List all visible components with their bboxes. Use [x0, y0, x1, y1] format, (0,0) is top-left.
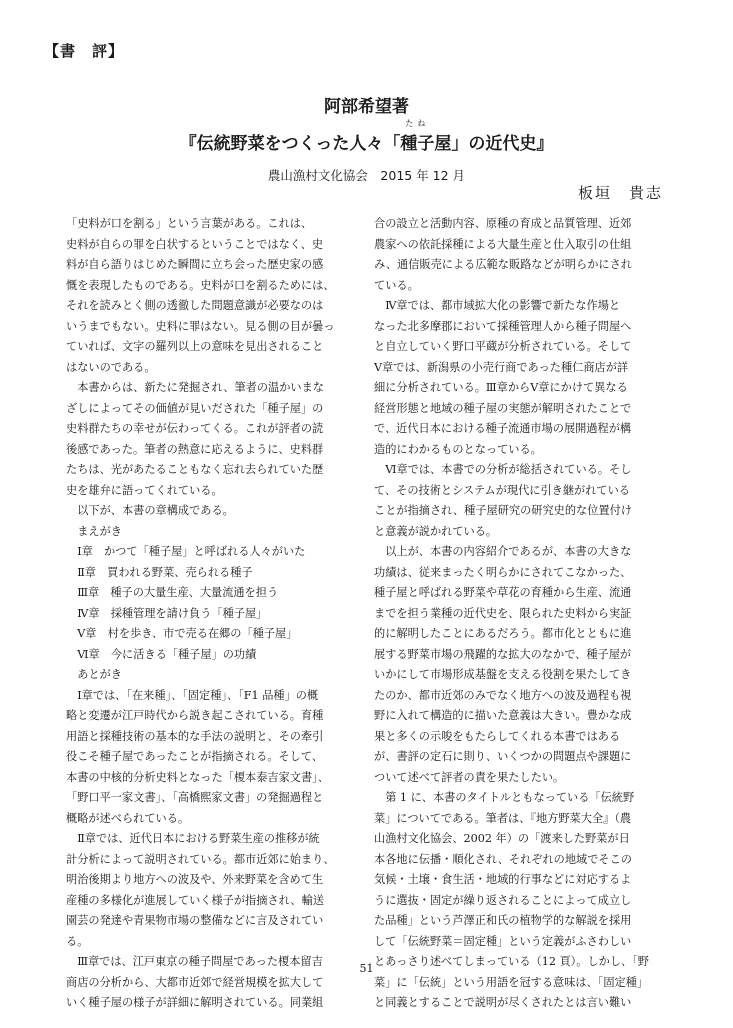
right-column	[374, 214, 664, 1014]
book-title-part-1: 『伝統野菜をつくった人々「	[179, 134, 401, 154]
right-column-line: 合の設立と活動内容、原種の育成と品質管理、近郊	[374, 217, 632, 230]
book-title-ruby-base: 種子	[400, 134, 435, 154]
right-column-line: 功績は、従来まったく明らかにされてこなかった、	[374, 565, 632, 579]
left-column-line: 後感であった。筆者の熱意に応えるように、史料群	[66, 442, 324, 456]
left-column-line: 園芸の発達や青果物市場の整備などに言及されてい	[66, 914, 324, 927]
right-column-line: 細に分析されている。Ⅲ章からⅤ章にかけて異なる	[374, 381, 628, 394]
left-column-line: 概略が述べられている。	[66, 811, 190, 825]
left-column-line: 「野口平一家文書」、「高橋熙家文書」の発掘過程と	[66, 791, 324, 804]
left-column-line: それを読みとく側の透徹した問題意識が必要なのは	[66, 299, 324, 312]
right-column-line: が、書評の定石に則り、いくつかの問題点や課題に	[374, 750, 632, 763]
right-column-line: ついて述べて評者の責を果たしたい。	[374, 770, 565, 784]
right-column-line: で、近代日本における種子流通市場の展開過程が構	[374, 422, 632, 435]
right-column-line: 農家への依託採種による大量生産と仕入取引の仕組	[374, 237, 632, 251]
publisher-line: 農山漁村文化協会 2015 年 12 月	[267, 168, 466, 183]
book-title-ruby-reading: たね	[405, 119, 430, 128]
left-column-line: たちは、光があたることもなく忘れ去られていた歴	[66, 463, 324, 476]
right-column-line: 野に入れて構造的に描いた意義は大きい。豊かな成	[374, 709, 632, 722]
right-column-line: 菜」についてである。筆者は、『地方野菜大全』（農	[374, 811, 632, 825]
left-column-line: 料が自ら語りはじめた瞬間に立ち会った歴史家の感	[66, 258, 324, 271]
book-author: 阿部希望著	[324, 97, 409, 117]
right-column-line: た品種」という芦澤正和氏の植物学的な解説を採用	[374, 914, 632, 927]
left-column	[66, 214, 356, 1014]
right-column-line: たのか、都市近郊のみでなく地方への波及過程も視	[374, 688, 632, 702]
left-column-line: 史料群たちの幸せが伝わってくる。これが評者の読	[66, 422, 324, 435]
left-column-line: Ⅱ章では、近代日本における野菜生産の推移が統	[66, 832, 320, 845]
left-column-line: 本書の中核的分析史料となった「榎本泰吉家文書」、	[66, 770, 329, 784]
right-column-line: 経営形態と地域の種子屋の実態が解明されたことで	[374, 401, 632, 415]
left-column-line: Ⅵ章 今に活きる「種子屋」の功績	[66, 647, 257, 661]
right-column-line: Ⅳ章では、都市域拡大化の影響で新たな作場と	[374, 299, 621, 312]
right-column-line: 果と多くの示唆をもたらしてくれる本書ではある	[374, 729, 621, 743]
left-column-line: 本書からは、新たに発掘され、筆者の温かいまな	[66, 381, 324, 394]
left-column-line: Ⅳ章 採種管理を請け負う「種子屋」	[66, 606, 268, 620]
left-column-line: いく種子屋の様子が詳細に解明されている。同業組	[66, 996, 324, 1009]
right-column-line: 的に解明したことにあるだろう。都市化とともに進	[374, 627, 632, 640]
left-column-line: Ⅲ章では、江戸東京の種子問屋であった榎本留吉	[66, 955, 323, 968]
left-column-line: Ⅲ章 種子の大量生産、大量流通を担う	[66, 586, 279, 599]
left-column-line: まえがき	[66, 524, 122, 538]
left-column-line: Ⅰ章 かつて「種子屋」と呼ばれる人々がいた	[66, 545, 306, 558]
right-column-line: ことが指摘され、種子屋研究の研究史的な位置付け	[374, 504, 632, 517]
right-column-line: 以上が、本書の内容紹介であるが、本書の大きな	[374, 545, 632, 558]
title-block	[0, 92, 733, 184]
right-column-line: 造的にわかるものとなっている。	[374, 442, 542, 456]
section-label: 【書 評】	[44, 42, 125, 60]
right-column-line: 展する野菜市場の飛躍的な拡大のなかで、種子屋が	[374, 647, 632, 661]
page-number: 51	[359, 962, 374, 975]
right-column-line: と同義とすることで説明が尽くされたとは言い難い	[374, 996, 632, 1009]
right-column-line: 気候・土壌・食生活・地域的行事などに対応するよ	[374, 873, 632, 886]
book-title-ruby	[400, 119, 435, 154]
left-column-line: ざしによってその価値が見いだされた「種子屋」の	[66, 401, 324, 415]
right-column-line: までを担う業種の近代史を、限られた史料から実証	[374, 606, 632, 620]
left-column-line: る。	[66, 934, 89, 948]
left-column-line: 明治後期より地方への波及や、外来野菜を含めて生	[66, 873, 324, 886]
left-column-line: 商店の分析から、大都市近郊で経営規模を拡大して	[66, 975, 324, 989]
left-column-line: 役こそ種子屋であったことが指摘される。そして、	[66, 750, 323, 763]
left-column-line: 慨を表現したものである。史料が口を割るためには、	[66, 278, 335, 292]
left-column-line: 略と変遷が江戸時代から説き起こされている。育種	[66, 709, 324, 722]
left-column-line: 用語と採種技術の基本的な手法の説明と、その牽引	[66, 729, 324, 743]
left-column-line: 以下が、本書の章構成である。	[66, 504, 234, 517]
right-column-line: 種子屋と呼ばれる野菜や草花の育種から生産、流通	[374, 586, 632, 599]
right-column-line: 菜」に「伝統」という用語を冠する意味は、「固定種」	[374, 975, 649, 989]
right-column-line: Ⅵ章では、本書での分析が総括されている。そし	[374, 463, 632, 476]
right-column-line: 山漁村文化協会、2002 年）の「渡来した野菜が日	[374, 832, 630, 845]
right-column-line: Ⅴ章では、新潟県の小売行商であった種仁商店が詳	[374, 360, 629, 374]
left-column-line: 計分析によって説明されている。都市近郊に始まり、	[66, 852, 335, 866]
left-column-line: 史料が自らの罪を白状するということではなく、史	[66, 237, 324, 251]
book-title-part-2: 屋」の近代史』	[434, 134, 554, 154]
right-column-line: なった北多摩郡において採種管理人から種子問屋へ	[374, 319, 632, 333]
reviewer-name: 板垣 貴志	[577, 184, 663, 202]
left-column-line: ていれば、文字の羅列以上の意味を見出されること	[66, 340, 324, 353]
right-column-line: 第 1 に、本書のタイトルともなっている「伝統野	[374, 791, 635, 804]
right-column-line: 本各地に伝播・順化され、それぞれの地域でそこの	[374, 852, 632, 866]
book-title	[0, 119, 733, 154]
left-column-line: 史を雄弁に語ってくれている。	[66, 483, 223, 497]
left-column-line: 「史料が口を割る」という言葉がある。これは、	[66, 217, 313, 230]
left-column-line: Ⅴ章 村を歩き、市で売る在郷の「種子屋」	[66, 627, 298, 640]
right-column-line: み、通信販売による広範な販路などが明らかにされ	[374, 258, 632, 271]
left-column-line: Ⅱ章 買われる野菜、売られる種子	[66, 565, 253, 579]
left-column-line: はないのである。	[66, 360, 156, 374]
right-column-line: うに選抜・固定が繰り返されることによって成立し	[374, 893, 632, 907]
left-column-line: Ⅰ章では、「在来種」、「固定種」、「F1 品種」の概	[66, 688, 319, 702]
left-column-line: 産種の多様化が進展していく様子が指摘され、輸送	[66, 893, 324, 907]
right-column-line: と自立していく野口平蔵が分析されている。そして	[374, 340, 632, 353]
right-column-line: て、その技術とシステムが現代に引き継がれている	[374, 483, 630, 497]
right-column-line: いかにして市場形成基盤を支える役割を果たしてき	[374, 668, 632, 681]
right-column-line: と意義が説かれている。	[374, 524, 498, 538]
right-column-line: ている。	[374, 278, 419, 292]
left-column-line: あとがき	[66, 668, 122, 681]
left-column-line: いうまでもない。史料に罪はない。見る側の目が曇っ	[66, 319, 335, 333]
right-column-line: して「伝統野菜＝固定種」という定義がふさわしい	[374, 934, 632, 948]
right-column-line: とあっさり述べてしまっている（12 頁）。しかし、「野	[374, 955, 649, 968]
